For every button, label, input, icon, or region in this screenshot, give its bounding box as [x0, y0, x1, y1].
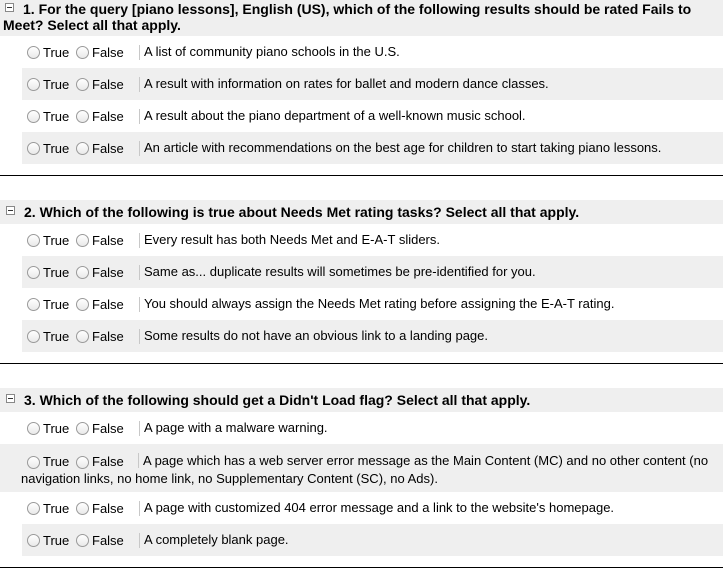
false-label: False — [92, 76, 124, 92]
true-radio[interactable] — [27, 288, 69, 320]
question-1-option-2 — [22, 68, 723, 100]
answer-text: A page with customized 404 error message and a link to the website's homepage. — [144, 500, 615, 515]
answer-text: A result with information on rates for ballet and modern dance classes. — [144, 76, 549, 91]
radio-button[interactable] — [27, 78, 40, 91]
radio-button[interactable] — [27, 234, 40, 247]
false-label: False — [92, 500, 124, 516]
divider — [139, 421, 140, 436]
radio-button[interactable] — [27, 110, 40, 123]
answer-text: A page with a malware warning. — [144, 420, 328, 435]
answer-text: A list of community piano schools in the U.S. — [144, 44, 400, 59]
divider — [139, 265, 140, 280]
question-3-option-2 — [0, 444, 723, 492]
false-radio[interactable] — [76, 288, 124, 320]
true-radio[interactable] — [27, 412, 69, 444]
radio-button[interactable] — [76, 298, 89, 311]
radio-button[interactable] — [27, 330, 40, 343]
true-radio[interactable] — [27, 524, 69, 556]
true-radio[interactable] — [27, 453, 69, 471]
true-radio[interactable] — [27, 36, 69, 68]
radio-button[interactable] — [76, 534, 89, 547]
true-radio[interactable] — [27, 492, 69, 524]
radio-button[interactable] — [76, 266, 89, 279]
divider — [139, 109, 140, 124]
question-3-title: 3. Which of the following should get a Didn't Load flag? Select all that apply. — [24, 392, 531, 408]
radio-button[interactable] — [27, 298, 40, 311]
radio-button[interactable] — [27, 502, 40, 515]
false-label: False — [92, 328, 124, 344]
true-radio[interactable] — [27, 132, 69, 164]
false-radio[interactable] — [76, 224, 124, 256]
true-radio[interactable] — [27, 100, 69, 132]
collapse-icon[interactable] — [6, 394, 15, 403]
question-2-option-2 — [22, 256, 723, 288]
question-1-option-1 — [22, 36, 723, 68]
true-radio[interactable] — [27, 224, 69, 256]
section-divider — [0, 567, 723, 568]
question-3-header — [0, 388, 723, 412]
question-2-header — [0, 200, 723, 224]
false-label: False — [92, 44, 124, 60]
divider — [139, 533, 140, 548]
true-label: True — [43, 500, 70, 516]
radio-button[interactable] — [76, 46, 89, 59]
question-3-option-3 — [22, 492, 723, 524]
false-label: False — [92, 296, 124, 312]
false-radio[interactable] — [76, 320, 124, 352]
radio-button[interactable] — [76, 422, 89, 435]
answer-text: A result about the piano department of a well-known music school. — [144, 108, 526, 123]
true-label: True — [43, 420, 70, 436]
section-divider — [0, 175, 723, 176]
radio-button[interactable] — [27, 422, 40, 435]
answer-text: Every result has both Needs Met and E-A-T sliders. — [144, 232, 440, 247]
false-label: False — [92, 108, 124, 124]
radio-button[interactable] — [27, 46, 40, 59]
answer-text: Some results do not have an obvious link to a landing page. — [144, 328, 489, 343]
collapse-icon[interactable] — [6, 206, 15, 215]
false-radio[interactable] — [76, 68, 124, 100]
false-radio[interactable] — [76, 36, 124, 68]
divider — [139, 45, 140, 60]
radio-button[interactable] — [76, 78, 89, 91]
question-1-title: 1. For the query [piano lessons], English (US), which of the following results should be rated Fails to Meet? Select all that apply. — [3, 1, 692, 33]
question-2-title: 2. Which of the following is true about Needs Met rating tasks? Select all that apply. — [24, 204, 580, 220]
answer-text: A page which has a web server error message as the Main Content (MC) and no other content (no navigation links, no home link, no Supplementary Content (SC), no Ads). — [21, 453, 709, 486]
divider — [139, 233, 140, 248]
radio-button[interactable] — [76, 502, 89, 515]
false-label: False — [92, 454, 124, 469]
section-divider — [0, 363, 723, 364]
true-label: True — [43, 108, 70, 124]
radio-button[interactable] — [76, 456, 89, 469]
false-label: False — [92, 420, 124, 436]
radio-button[interactable] — [27, 456, 40, 469]
false-radio[interactable] — [76, 412, 124, 444]
divider — [139, 77, 140, 92]
false-label: False — [92, 264, 124, 280]
radio-button[interactable] — [76, 234, 89, 247]
true-label: True — [43, 44, 70, 60]
true-label: True — [43, 296, 70, 312]
false-radio[interactable] — [76, 524, 124, 556]
radio-button[interactable] — [27, 266, 40, 279]
true-label: True — [43, 232, 70, 248]
divider — [139, 297, 140, 312]
true-label: True — [43, 76, 70, 92]
question-2-option-3 — [22, 288, 723, 320]
question-3-option-1 — [22, 412, 723, 444]
true-label: True — [43, 532, 70, 548]
false-label: False — [92, 532, 124, 548]
true-radio[interactable] — [27, 256, 69, 288]
radio-button[interactable] — [76, 110, 89, 123]
question-1-option-3 — [22, 100, 723, 132]
question-1-option-4 — [22, 132, 723, 164]
answer-text: An article with recommendations on the best age for children to start taking piano lessons. — [144, 140, 662, 155]
true-label: True — [43, 264, 70, 280]
true-label: True — [43, 140, 70, 156]
answer-text: A completely blank page. — [144, 532, 289, 547]
false-label: False — [92, 140, 124, 156]
false-radio[interactable] — [76, 492, 124, 524]
question-1-header — [0, 0, 723, 36]
radio-button[interactable] — [76, 142, 89, 155]
question-2-option-4 — [22, 320, 723, 352]
true-radio[interactable] — [27, 320, 69, 352]
false-radio[interactable] — [76, 100, 124, 132]
divider — [139, 141, 140, 156]
false-radio[interactable] — [76, 256, 124, 288]
false-label: False — [92, 232, 124, 248]
divider — [138, 453, 139, 468]
divider — [139, 329, 140, 344]
true-label: True — [43, 454, 70, 469]
radio-button[interactable] — [27, 142, 40, 155]
true-radio[interactable] — [27, 68, 69, 100]
divider — [139, 501, 140, 516]
question-3-option-4 — [22, 524, 723, 556]
answer-text: You should always assign the Needs Met rating before assigning the E-A-T rating. — [144, 296, 615, 311]
answer-text: Same as... duplicate results will sometimes be pre-identified for you. — [144, 264, 536, 279]
question-2-option-1 — [22, 224, 723, 256]
true-label: True — [43, 328, 70, 344]
radio-button[interactable] — [27, 534, 40, 547]
radio-button[interactable] — [76, 330, 89, 343]
false-radio[interactable] — [76, 132, 124, 164]
false-radio[interactable] — [76, 453, 124, 471]
